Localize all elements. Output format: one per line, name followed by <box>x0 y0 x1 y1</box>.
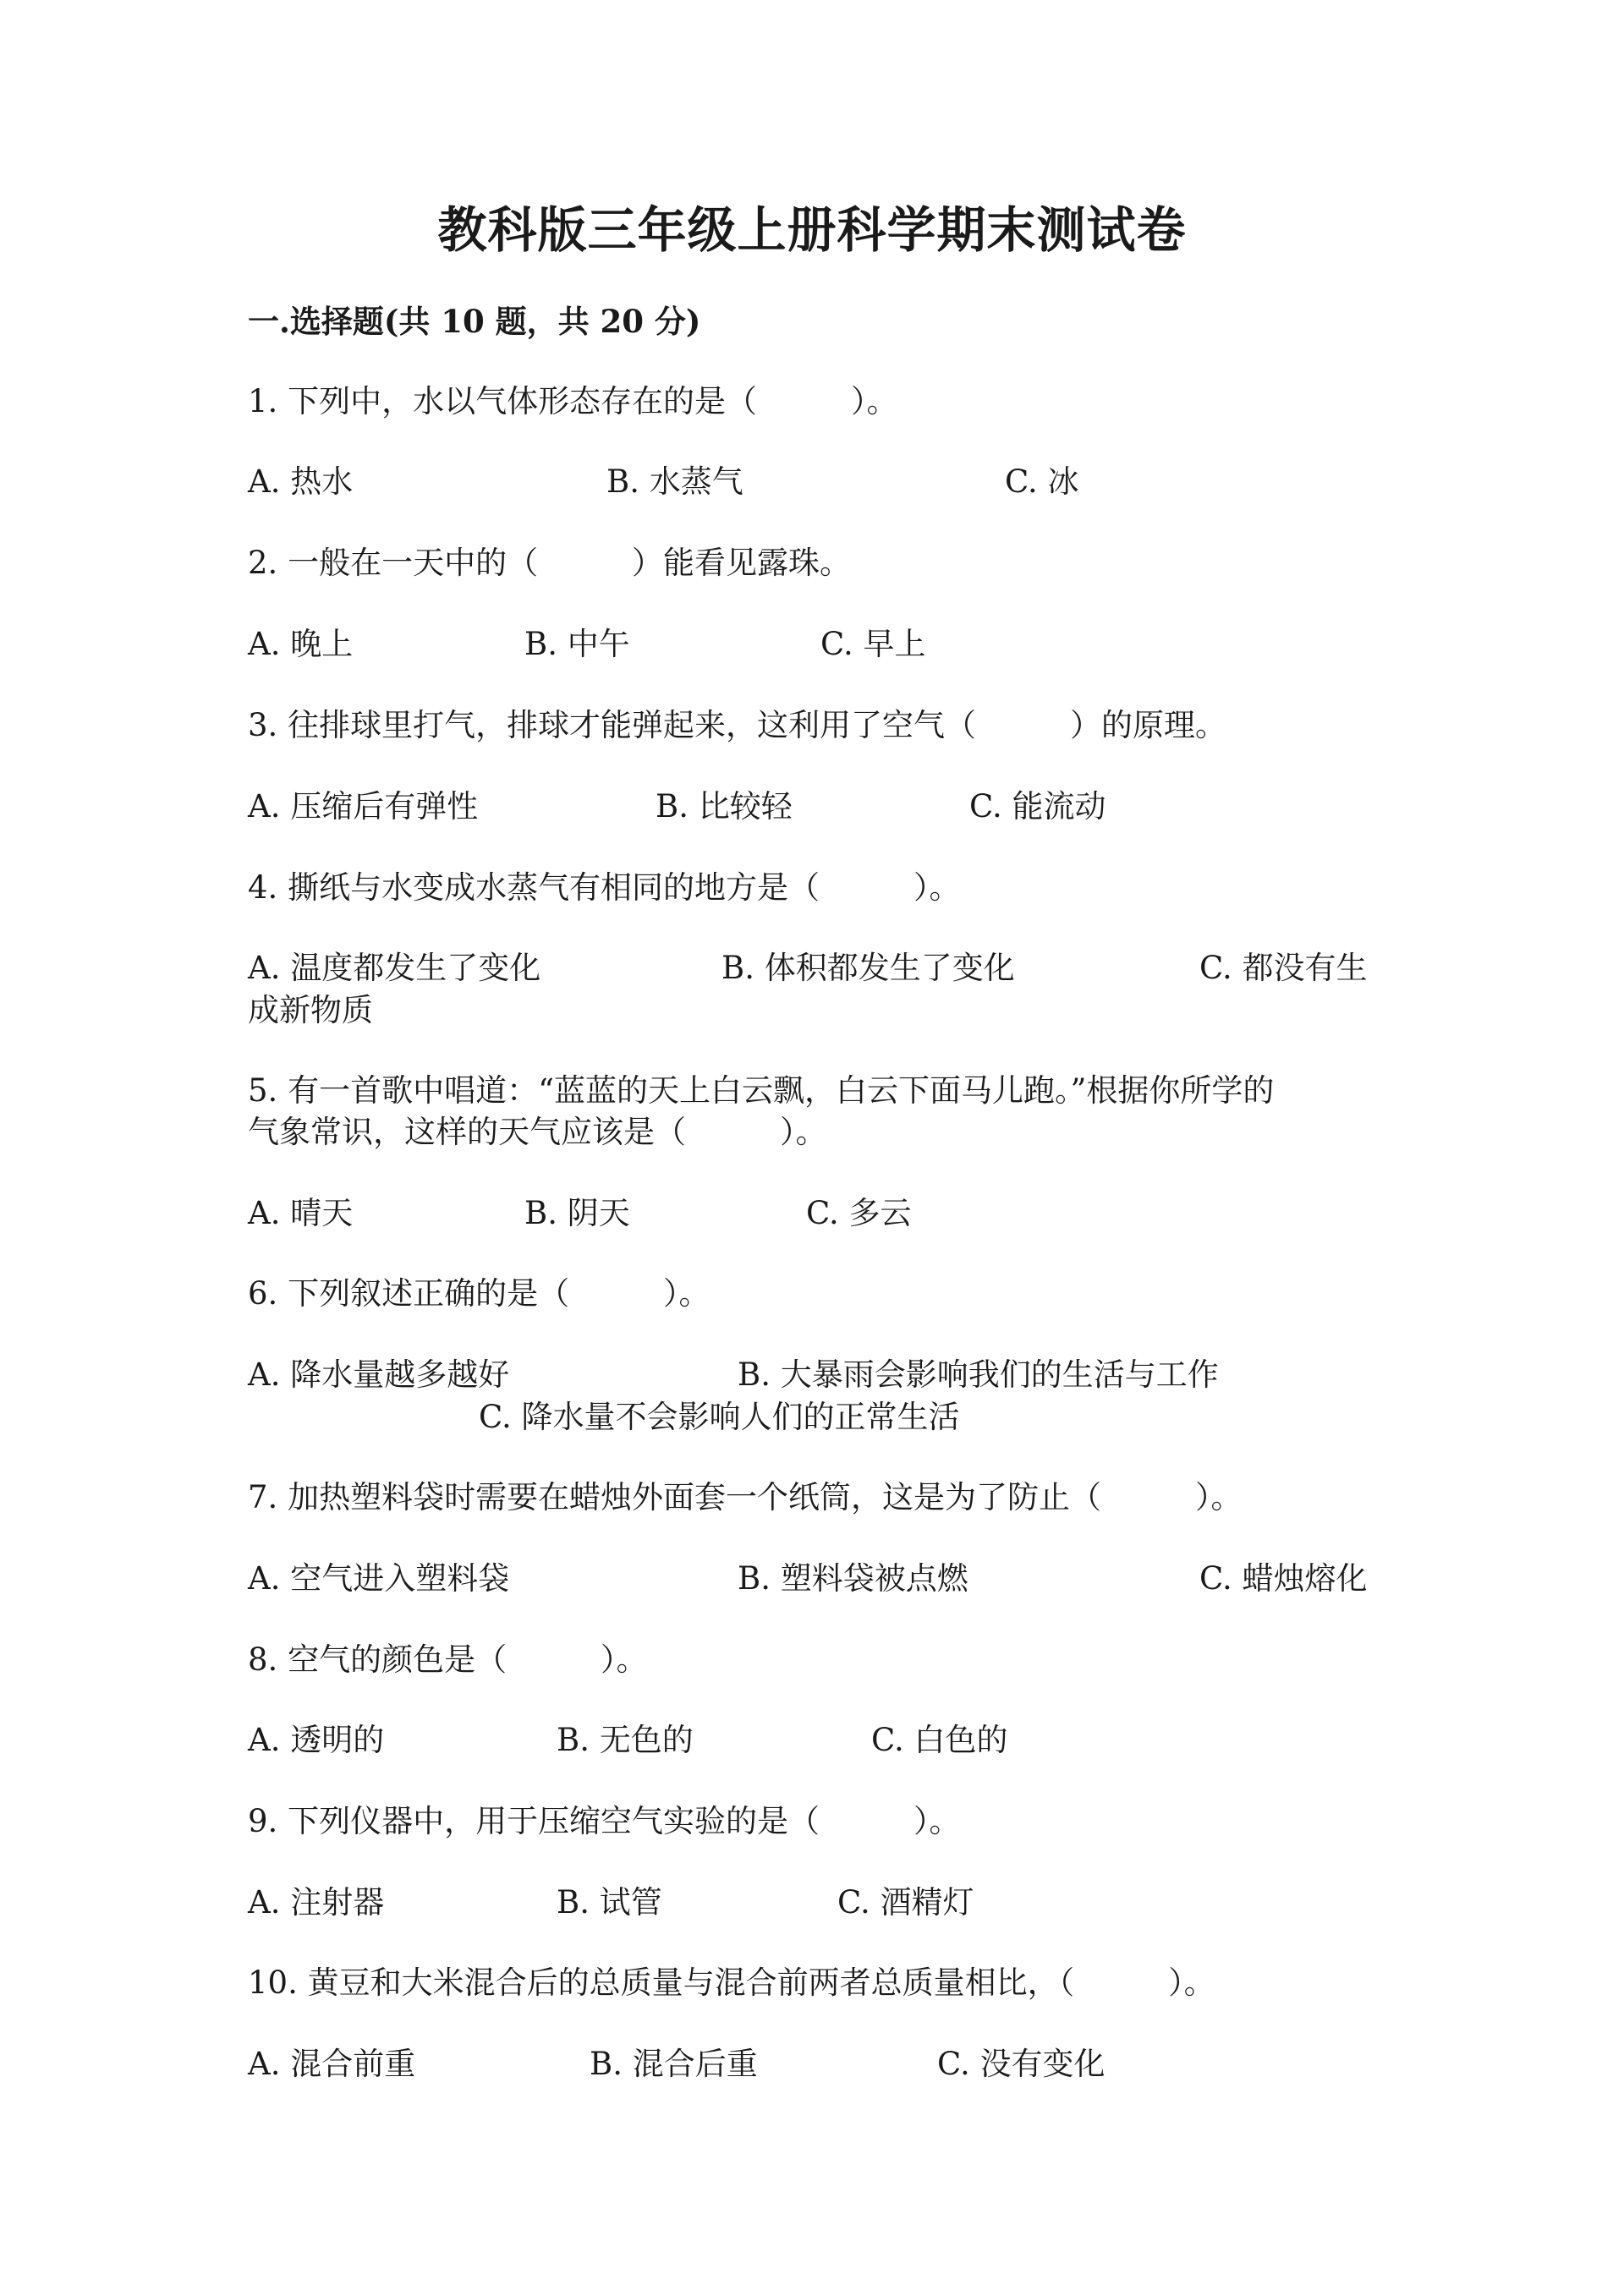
question-5-option-c: C. 多云 <box>806 1195 912 1231</box>
question-1-option-b: B. 水蒸气 <box>606 463 743 500</box>
page-title: 教科版三年级上册科学期末测试卷 <box>437 201 1187 259</box>
question-3-stem: 3. 往排球里打气，排球才能弹起来，这利用了空气（ ）的原理。 <box>248 707 1227 743</box>
question-9-option-a: A. 注射器 <box>248 1884 385 1921</box>
question-8-option-b: B. 无色的 <box>557 1722 694 1758</box>
question-10-option-b: B. 混合后重 <box>590 2046 758 2082</box>
question-7-option-c: C. 蜡烛熔化 <box>1199 1560 1368 1597</box>
question-2-option-b: B. 中午 <box>524 626 630 662</box>
question-3-option-a: A. 压缩后有弹性 <box>248 788 479 825</box>
question-9-option-b: B. 试管 <box>557 1884 662 1921</box>
question-3-option-b: B. 比较轻 <box>656 788 793 825</box>
question-1-option-c: C. 冰 <box>1005 463 1079 500</box>
question-10-option-c: C. 没有变化 <box>937 2046 1106 2082</box>
question-1-option-a: A. 热水 <box>248 463 354 500</box>
question-4-stem: 4. 撕纸与水变成水蒸气有相同的地方是（ ）。 <box>248 869 961 906</box>
question-6-option-c: C. 降水量不会影响人们的正常生活 <box>479 1399 960 1435</box>
question-4-option-c: C. 都没有生 <box>1199 950 1368 986</box>
question-7-option-a: A. 空气进入塑料袋 <box>248 1560 510 1597</box>
question-6-stem: 6. 下列叙述正确的是（ ）。 <box>248 1275 710 1312</box>
question-10-stem: 10. 黄豆和大米混合后的总质量与混合前两者总质量相比，（ ）。 <box>248 1964 1215 2001</box>
question-2-stem: 2. 一般在一天中的（ ）能看见露珠。 <box>248 545 852 581</box>
question-2-option-a: A. 晚上 <box>248 626 354 662</box>
question-2-option-c: C. 早上 <box>820 626 926 662</box>
question-8-option-a: A. 透明的 <box>248 1722 385 1758</box>
question-9-option-c: C. 酒精灯 <box>837 1884 974 1921</box>
question-10-option-a: A. 混合前重 <box>248 2046 416 2082</box>
question-5-stem-line-2: 气象常识，这样的天气应该是（ ）。 <box>248 1114 827 1150</box>
question-9-stem: 9. 下列仪器中，用于压缩空气实验的是（ ）。 <box>248 1803 961 1839</box>
question-5-option-b: B. 阴天 <box>524 1195 630 1231</box>
question-6-option-a: A. 降水量越多越好 <box>248 1356 510 1393</box>
question-8-stem: 8. 空气的颜色是（ ）。 <box>248 1641 648 1678</box>
question-3-option-c: C. 能流动 <box>969 788 1106 825</box>
question-1-stem: 1. 下列中，水以气体形态存在的是（ ）。 <box>248 383 898 419</box>
question-7-option-b: B. 塑料袋被点燃 <box>738 1560 968 1597</box>
question-8-option-c: C. 白色的 <box>871 1722 1008 1758</box>
question-7-stem: 7. 加热塑料袋时需要在蜡烛外面套一个纸筒，这是为了防止（ ）。 <box>248 1479 1243 1515</box>
question-5-stem: 5. 有一首歌中唱道：“蓝蓝的天上白云飘，白云下面马儿跑。”根据你所学的 <box>248 1072 1275 1109</box>
question-5-option-a: A. 晴天 <box>248 1195 354 1231</box>
section-heading: 一.选择题(共 10 题，共 20 分) <box>248 303 701 340</box>
question-4-option-a: A. 温度都发生了变化 <box>248 950 541 986</box>
question-6-option-b: B. 大暴雨会影响我们的生活与工作 <box>738 1356 1219 1393</box>
question-4-option-c-continuation: 成新物质 <box>248 992 373 1028</box>
question-4-option-b: B. 体积都发生了变化 <box>721 950 1015 986</box>
